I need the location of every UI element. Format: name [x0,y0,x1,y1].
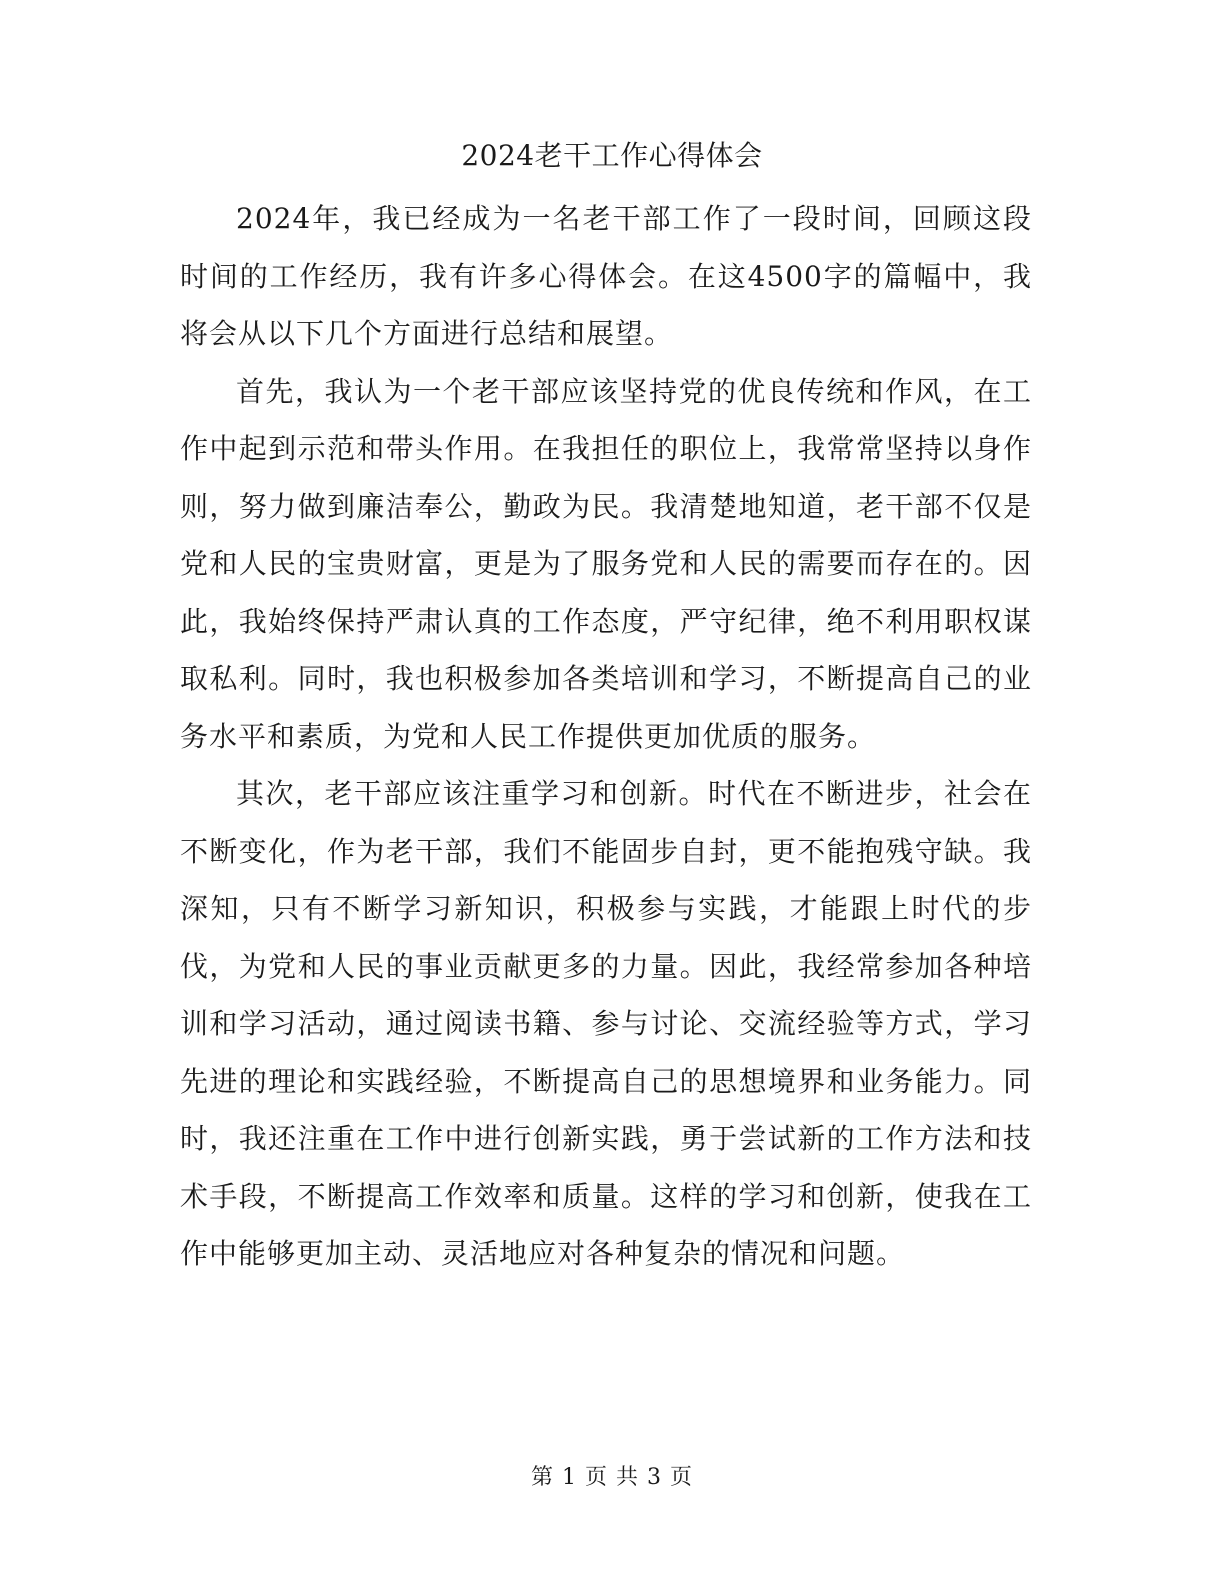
document-body [180,190,1032,1283]
paragraph-intro: 2024年，我已经成为一名老干部工作了一段时间，回顾这段时间的工作经历，我有许多心得体会。在这4500字的篇幅中，我将会从以下几个方面进行总结和展望。 [180,202,1032,350]
document-title: 2024老干工作心得体会 [461,139,763,172]
paragraph-second-point: 其次，老干部应该注重学习和创新。时代在不断进步，社会在不断变化，作为老干部，我们不能固步自封，更不能抱残守缺。我深知，只有不断学习新知识，积极参与实践，才能跟上时代的步伐，为党和人民的事业贡献更多的力量。因此，我经常参加各种培训和学习活动，通过阅读书籍、参与讨论、交流经验等方式，学习先进的理论和实践经验，不断提高自己的思想境界和业务能力。同时，我还注重在工作中进行创新实践，勇于尝试新的工作方法和技术手段，不断提高工作效率和质量。这样的学习和创新，使我在工作中能够更加主动、灵活地应对各种复杂的情况和问题。 [180,777,1032,1270]
page-footer: 第 1 页 共 3 页 [531,1465,693,1490]
paragraph-first-point: 首先，我认为一个老干部应该坚持党的优良传统和作风，在工作中起到示范和带头作用。在我担任的职位上，我常常坚持以身作则，努力做到廉洁奉公，勤政为民。我清楚地知道，老干部不仅是党和人民的宝贵财富，更是为了服务党和人民的需要而存在的。因此，我始终保持严肃认真的工作态度，严守纪律，绝不利用职权谋取私利。同时，我也积极参加各类培训和学习，不断提高自己的业务水平和素质，为党和人民工作提供更加优质的服务。 [180,374,1032,753]
